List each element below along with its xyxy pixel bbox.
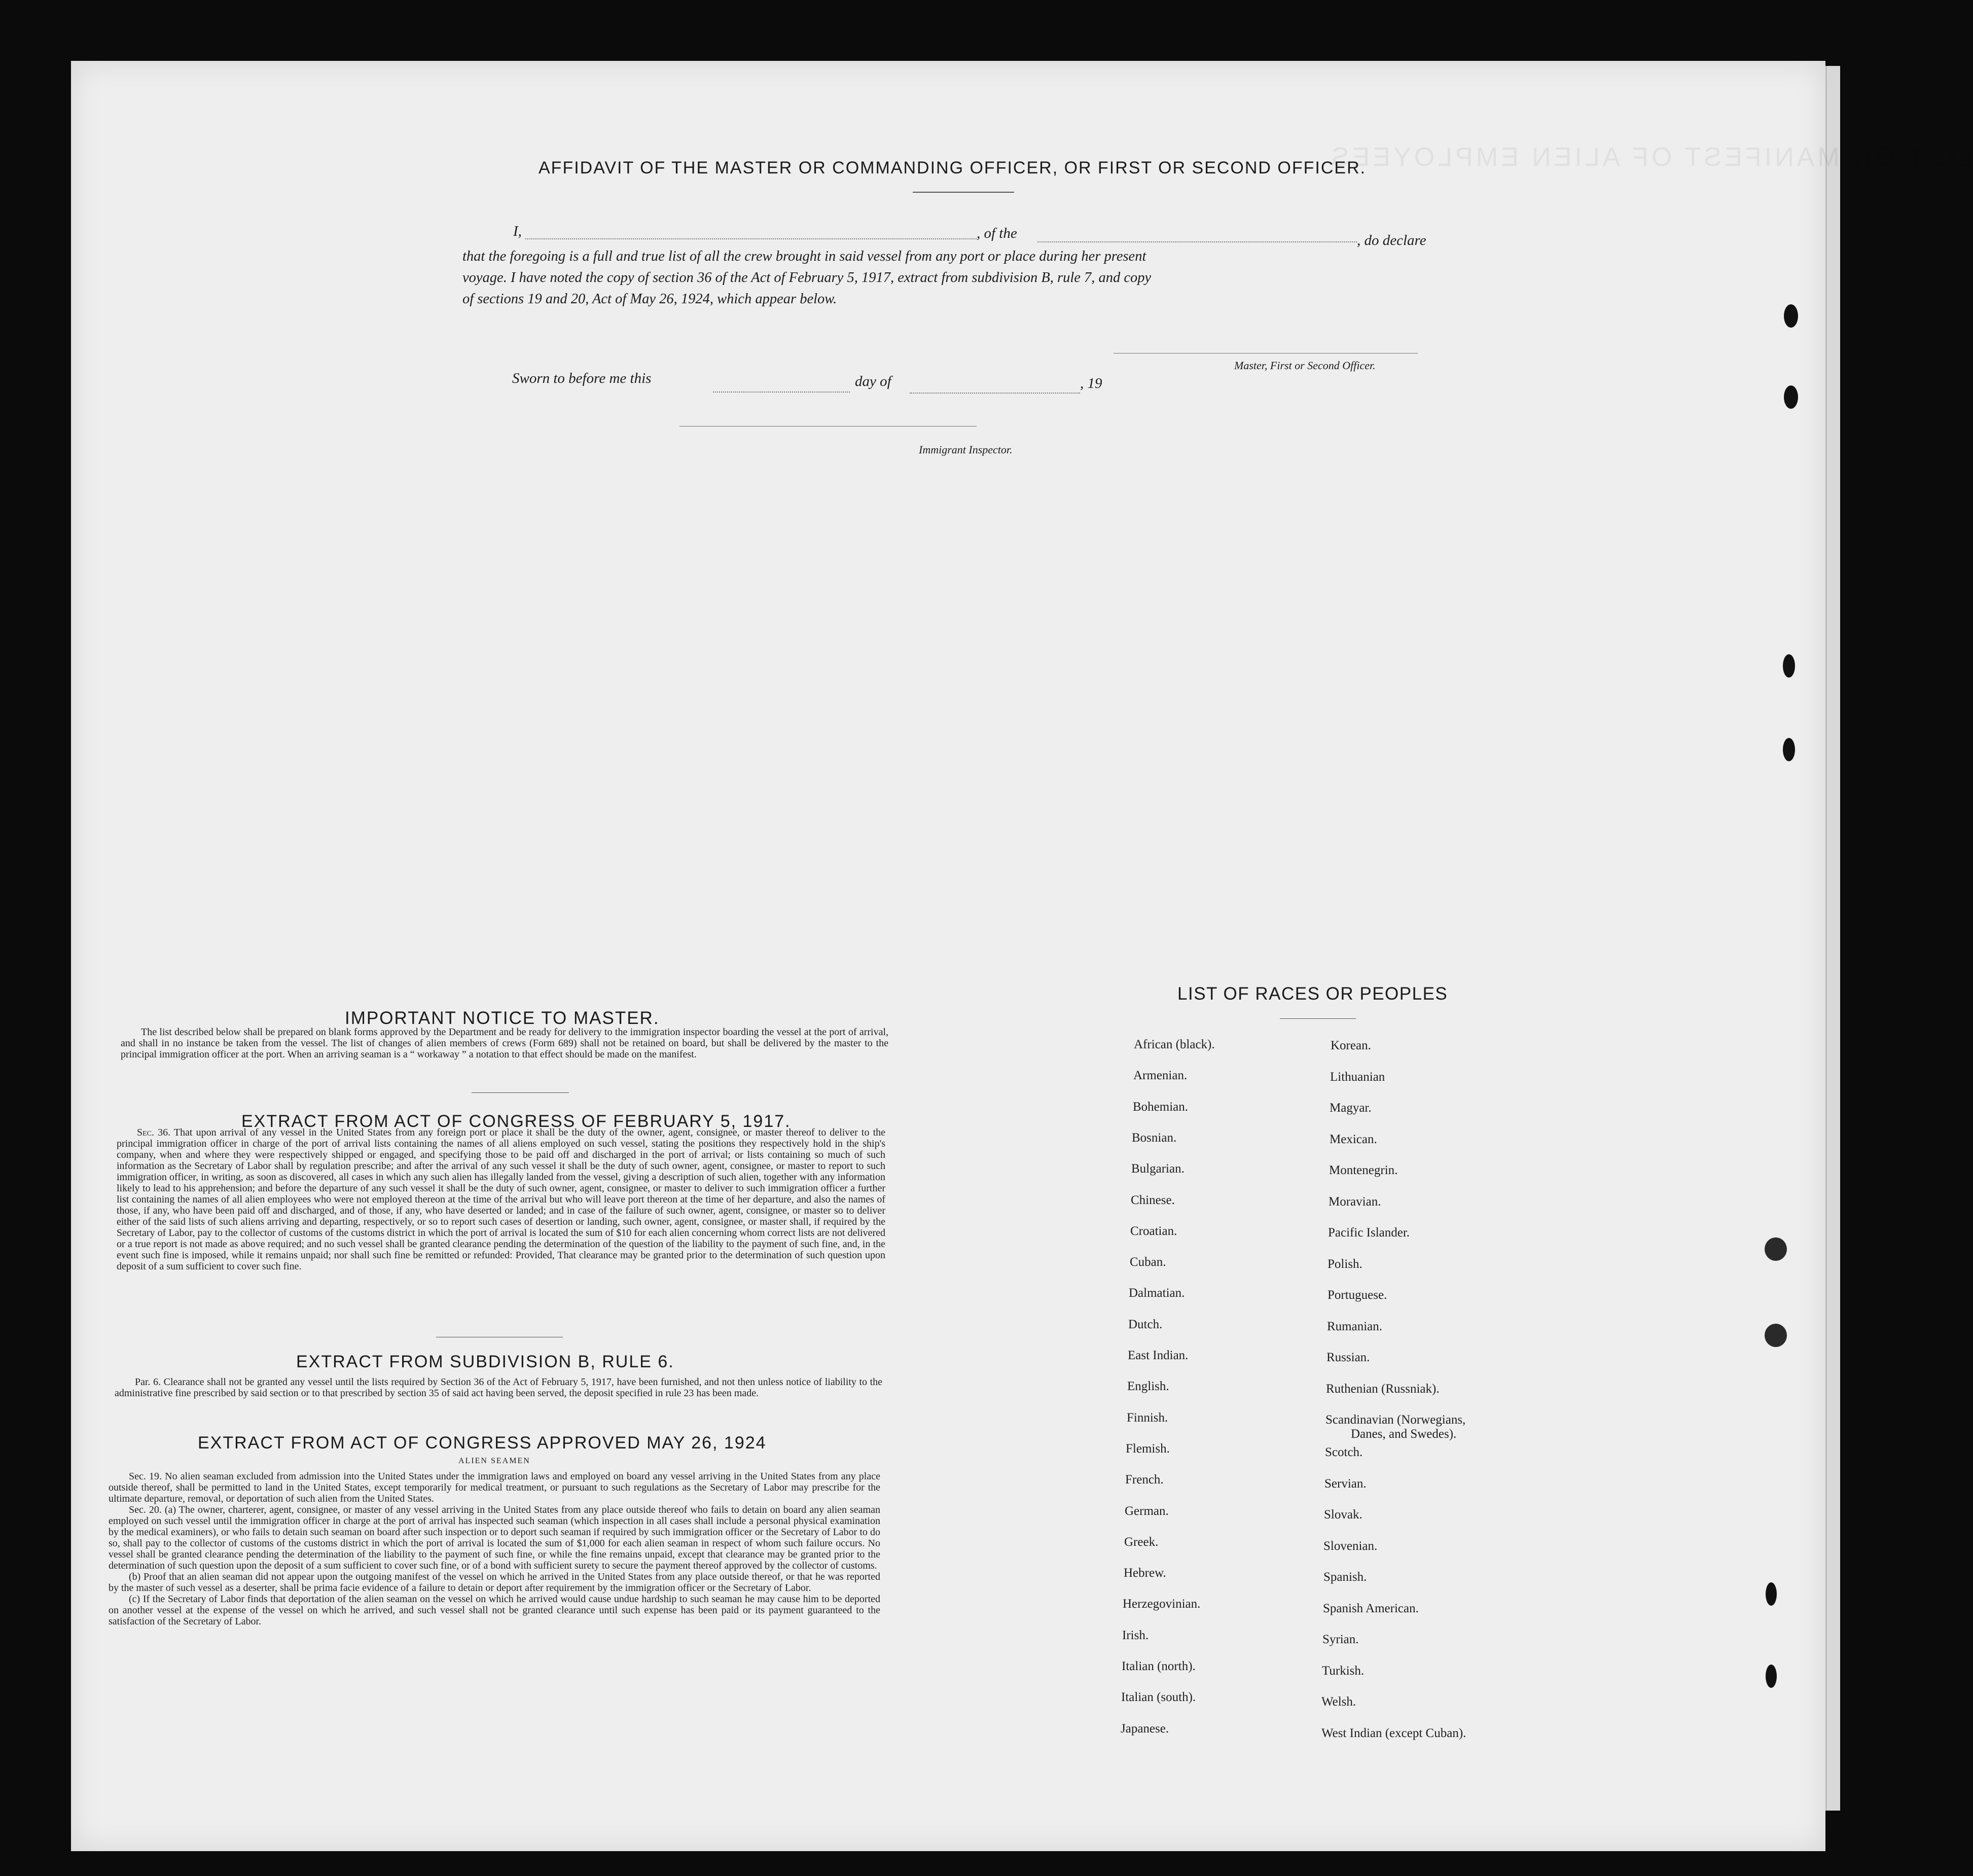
- of-the-label: , of the: [977, 225, 1017, 241]
- extract-1917-text: [117, 1127, 885, 1272]
- extract-1917-paragraph: [117, 1127, 885, 1272]
- notice-title: IMPORTANT NOTICE TO MASTER.: [345, 1008, 660, 1028]
- page-edge: [1825, 66, 1840, 1811]
- extract-1924-subtitle: ALIEN SEAMEN: [458, 1457, 530, 1465]
- statement-line-2: voyage. I have noted the copy of section 36 of the Act of February 5, 1917, extract from subdivision B, rule 7, and copy: [462, 270, 1152, 286]
- race-item: French.: [1125, 1473, 1164, 1486]
- extract-1917-title: EXTRACT FROM ACT OF CONGRESS OF FEBRUARY 5, 1917.: [241, 1112, 791, 1131]
- race-item: Slovenian.: [1323, 1539, 1378, 1553]
- rule6-text: [115, 1376, 882, 1399]
- race-item: Irish.: [1122, 1629, 1149, 1642]
- race-item: Ruthenian (Russniak).: [1326, 1382, 1440, 1396]
- bleed-through: LIST OR MANIFEST OF ALIEN EMPLOYEES: [1329, 143, 1973, 172]
- do-declare-label: , do declare: [1357, 232, 1426, 249]
- affidavit-title: AFFIDAVIT OF THE MASTER OR COMMANDING OFFICER, OR FIRST OR SECOND OFFICER.: [539, 158, 1367, 178]
- race-item: Flemish.: [1126, 1442, 1170, 1456]
- binder-hole: [1765, 1237, 1787, 1261]
- race-item: Greek.: [1124, 1535, 1159, 1549]
- statement-line-1: that the foregoing is a full and true list of all the crew brought in said vessel from any port or place during her present: [462, 249, 1146, 264]
- race-item: Spanish American.: [1323, 1602, 1419, 1615]
- race-item: Japanese.: [1121, 1722, 1169, 1736]
- sec20a-paragraph: Sec. 20. (a) The owner, charterer, agent, consignee, or master of any vessel arriving in the United States from any place outside thereof who fails to detain on board any alien seaman employed on such vessel until the immigration officer in charge at the port of arrival has inspected such seaman (which inspection in all cases shall include a personal physical examination by the medical examiners), or who fails to detain such seaman on board after such inspection or to deport such seaman if required by such immigration officer or the Secretary of Labor to do so, shall pay to the collector of customs of the customs district in which the port of arrival is located the sum of $1,000 for each alien seaman in respect of whom such failure occurs. No vessel shall be granted clearance pending the determination of the liability to the payment of such fine, or while the fine remains unpaid, except that clearance may be granted prior to the determination of such question upon the deposit of a sum sufficient to cover such fine, or of a bond with sufficient surety to secure the payment thereof approved by the collector of customs.: [109, 1504, 880, 1571]
- race-item: Bohemian.: [1133, 1100, 1189, 1114]
- race-item: Pacific Islander.: [1328, 1226, 1410, 1240]
- day-of-label: day of: [855, 373, 891, 390]
- race-item: Armenian.: [1133, 1069, 1188, 1082]
- binder-hole: [1783, 654, 1795, 678]
- race-item: Montenegrin.: [1329, 1163, 1398, 1177]
- race-item: Korean.: [1331, 1039, 1371, 1052]
- notice-paragraph: The list described below shall be prepared on blank forms approved by the Department and be ready for delivery to the immigration inspector boarding the vessel at the port of arrival, and shall in no instance be taken from the vessel. The list of changes of alien members of crews (Form 689) shall not be retained on board, but shall be delivered by the master to the principal immigration officer at the port. When an arriving seaman is a “ workaway ” a notation to that effect should be made on the manifest.: [121, 1027, 888, 1060]
- statement-line-3: of sections 19 and 20, Act of May 26, 1924, which appear below.: [462, 291, 837, 307]
- race-item: Magyar.: [1330, 1101, 1372, 1115]
- binder-hole: [1765, 1324, 1787, 1347]
- race-item: Welsh.: [1321, 1695, 1356, 1709]
- inspector-label: Immigrant Inspector.: [919, 443, 1013, 456]
- binder-hole: [1766, 1582, 1777, 1606]
- section-rule: [472, 1092, 569, 1093]
- race-item: Dutch.: [1128, 1318, 1163, 1331]
- race-item: Finnish.: [1127, 1411, 1168, 1425]
- sec19-paragraph: Sec. 19. No alien seaman excluded from admission into the United States under the immigration laws and employed on board any vessel arriving in the United States from any place outside thereof, shall be permitted to land in the United States, except temporarily for medical treatment, or pursuant to such regulations as the Secretary of Labor may prescribe for the ultimate departure, removal, or deportation of such alien from the United States.: [109, 1471, 880, 1504]
- year-label: , 19: [1080, 375, 1102, 392]
- race-item: Hebrew.: [1124, 1566, 1166, 1580]
- master-signature-label: Master, First or Second Officer.: [1234, 359, 1376, 372]
- race-item: Slovak.: [1324, 1508, 1362, 1521]
- binder-hole: [1783, 738, 1795, 761]
- race-item: Spanish.: [1323, 1570, 1367, 1584]
- inspector-signature-field[interactable]: [679, 426, 977, 427]
- races-title: LIST OF RACES OR PEOPLES: [1177, 984, 1448, 1004]
- races-rule: [1280, 1018, 1356, 1019]
- race-item: Danes, and Swedes).: [1351, 1427, 1457, 1441]
- race-item: Scotch.: [1325, 1445, 1363, 1459]
- race-item: Italian (south).: [1121, 1690, 1196, 1704]
- extract-1924-title: EXTRACT FROM ACT OF CONGRESS APPROVED MAY 26, 1924: [198, 1433, 767, 1453]
- race-item: Portuguese.: [1328, 1288, 1387, 1302]
- race-item: East Indian.: [1128, 1349, 1189, 1362]
- title-rule: [913, 192, 1014, 193]
- race-item: English.: [1127, 1379, 1169, 1393]
- notice-text: [121, 1027, 888, 1060]
- rule6-paragraph: Par. 6. Clearance shall not be granted any vessel until the lists required by Section 36 of the Act of February 5, 1917, have been furnished, and not then unless notice of liability to the administrative fine prescribed by said section or to that prescribed by section 35 of said act having been served, the deposit specified in rule 23 has been made.: [115, 1376, 882, 1399]
- race-item: African (black).: [1134, 1038, 1215, 1051]
- race-item: Polish.: [1328, 1257, 1362, 1271]
- race-item: Herzegovinian.: [1123, 1597, 1201, 1611]
- race-item: German.: [1125, 1504, 1169, 1518]
- race-item: Bosnian.: [1132, 1131, 1177, 1145]
- race-item: Dalmatian.: [1129, 1286, 1185, 1300]
- extract-1924-text: [109, 1471, 880, 1627]
- sec20b-paragraph: (b) Proof that an alien seaman did not appear upon the outgoing manifest of the vessel on which he arrived in the United States from any place outside thereof, or that he was reported by the master of such vessel as a deserter, shall be prima facie evidence of a failure to detain or deport after requirement by the immigration officer or the Secretary of Labor.: [109, 1571, 880, 1594]
- binder-hole: [1784, 304, 1798, 328]
- race-item: Cuban.: [1130, 1255, 1166, 1269]
- rule6-title: EXTRACT FROM SUBDIVISION B, RULE 6.: [296, 1352, 674, 1371]
- race-item: Chinese.: [1131, 1193, 1175, 1207]
- name-field[interactable]: [525, 238, 977, 239]
- race-item: Moravian.: [1329, 1195, 1381, 1209]
- day-field[interactable]: [713, 392, 850, 393]
- section-label: Sec. 36.: [137, 1127, 171, 1138]
- binder-hole: [1766, 1665, 1777, 1688]
- race-item: Italian (north).: [1122, 1659, 1196, 1673]
- race-item: Syrian.: [1322, 1633, 1359, 1646]
- race-item: Rumanian.: [1327, 1320, 1383, 1333]
- race-item: Scandinavian (Norwegians,: [1325, 1413, 1466, 1427]
- vessel-field[interactable]: [1037, 241, 1357, 242]
- extract-1917-body: That upon arrival of any vessel in the United States from any foreign port or place it shall be the duty of the owner, agent, consignee, or master thereof to deliver to the principal immigration officer in charge of the port of arrival lists containing the names of all aliens employed on such vessel, stating the positions they respectively hold in the ship's company, when and where they were respectively shipped or engaged, and specifying those to be paid off and discharged in the port of arrival; or lists containing so much of such information as the Secretary of Labor shall by regulation prescribe; and after the arrival of any such vessel it shall be the duty of such owner, agent, consignee, or master to report to such immigration officer, in writing, as soon as discovered, all cases in which any such alien has illegally landed from the vessel, giving a description of such alien, together with any information likely to lead to his apprehension; and before the departure of any such vessel it shall be the duty of such owner, agent, consignee, or master to deliver to such immigration officer a further list containing the names of all alien employees who were not employed thereon at the time of the arrival but who will leave port thereon at the time of her departure, and also the names of those, if any, who have been paid off and discharged, and of those, if any, who have deserted or landed; and in case of the failure of such owner, agent, consignee, or master so to deliver either of the said lists of such aliens arriving and departing, respectively, or so to report such cases of desertion or landing, such owner, agent, consignee, or master shall, if required by the Secretary of Labor, pay to the collector of customs of the customs district in which the port of arrival is located the sum of $10 for each alien concerning whom correct lists are not delivered or a true report is not made as above required; and no such vessel shall be granted clearance pending the determination of the question of the liability to the payment of such fine, and, in the event such fine is imposed, while it remains unpaid; nor shall such fine be remitted or refunded: Provided, That clearance may be granted prior to the determination of such question upon deposit of a sum sufficient to cover such fine.: [117, 1127, 886, 1272]
- race-item: Croatian.: [1130, 1224, 1177, 1238]
- month-field[interactable]: [910, 393, 1080, 394]
- binder-hole: [1784, 385, 1798, 409]
- sworn-label: Sworn to before me this: [512, 370, 652, 386]
- race-item: Russian.: [1326, 1351, 1370, 1364]
- race-item: Servian.: [1324, 1477, 1367, 1491]
- sec20c-paragraph: (c) If the Secretary of Labor finds that deportation of the alien seaman on the vessel on which he arrived would cause undue hardship to such seaman he may cause him to be deported on another vessel at the expense of the vessel on which he arrived, and such vessel shall not be granted clearance until such expense has been paid or its payment guaranteed to the satisfaction of the Secretary of Labor.: [109, 1594, 880, 1627]
- race-item: Mexican.: [1330, 1132, 1377, 1146]
- race-item: Lithuanian: [1330, 1070, 1385, 1084]
- race-item: West Indian (except Cuban).: [1321, 1726, 1466, 1740]
- race-item: Bulgarian.: [1131, 1162, 1185, 1176]
- i-label: I,: [513, 223, 522, 239]
- race-item: Turkish.: [1322, 1664, 1365, 1678]
